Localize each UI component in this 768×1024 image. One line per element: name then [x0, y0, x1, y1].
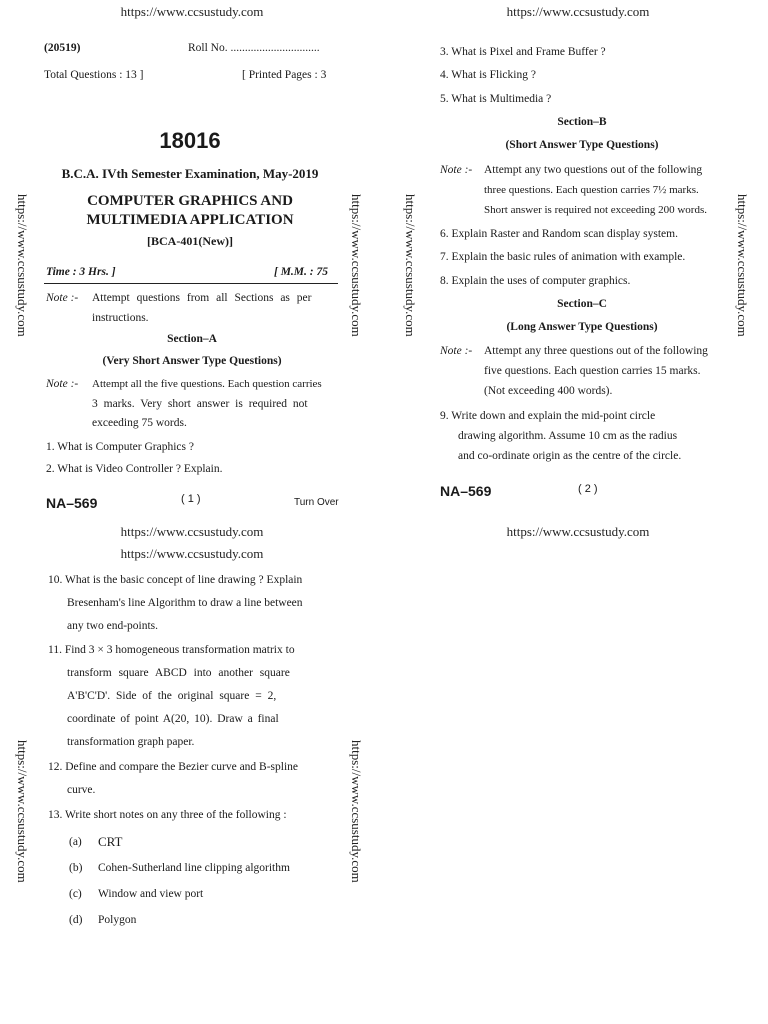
- question-12: 12. Define and compare the Bezier curve and B-spline: [48, 761, 299, 773]
- printed-pages: [ Printed Pages : 3: [242, 69, 327, 81]
- note-text: Attempt questions from all Sections as per: [92, 292, 312, 304]
- watermark-mid: https://www.ccsustudy.com: [506, 524, 650, 539]
- note-text: exceeding 75 words.: [92, 417, 187, 429]
- page-number: ( 2 ): [578, 483, 598, 495]
- question-11-cont: transform square ABCD into another square: [67, 667, 290, 679]
- subject-line-2: MULTIMEDIA APPLICATION: [86, 212, 294, 228]
- question-4: 4. What is Flicking ?: [440, 69, 536, 81]
- footer-code: NA–569: [46, 495, 98, 511]
- watermark-vertical: https://www.ccsustudy.com: [15, 740, 30, 883]
- question-9-cont: and co-ordinate origin as the centre of the circle.: [458, 450, 682, 462]
- note-text: Attempt any two questions out of the following: [484, 164, 703, 176]
- note-label: Note :-: [440, 345, 473, 357]
- item-label: (d): [69, 914, 83, 926]
- section-a-heading: Section–A: [167, 333, 217, 345]
- roll-number-field: Roll No. ...............................: [188, 42, 320, 54]
- turn-over: Turn Over: [294, 497, 339, 508]
- paper-code: (20519): [44, 42, 81, 54]
- question-13: 13. Write short notes on any three of the following :: [48, 809, 287, 821]
- item-text: CRT: [98, 834, 123, 849]
- question-7: 7. Explain the basic rules of animation with example.: [440, 251, 686, 263]
- item-text: Polygon: [98, 914, 137, 926]
- watermark-vertical: https://www.ccsustudy.com: [15, 194, 30, 337]
- question-11: 11. Find 3 × 3 homogeneous transformation matrix to: [48, 644, 295, 656]
- section-c-type: (Long Answer Type Questions): [506, 321, 658, 333]
- question-9: 9. Write down and explain the mid-point circle: [440, 410, 656, 422]
- question-3: 3. What is Pixel and Frame Buffer ?: [440, 46, 606, 58]
- question-10-cont: Bresenham's line Algorithm to draw a line between: [67, 597, 303, 609]
- item-label: (a): [69, 836, 82, 848]
- footer-code: NA–569: [440, 483, 492, 499]
- page-number: ( 1 ): [181, 493, 201, 505]
- exam-number: 18016: [159, 128, 221, 153]
- note-text: instructions.: [92, 312, 149, 324]
- question-12-cont: curve.: [67, 784, 96, 796]
- note-text: (Not exceeding 400 words).: [484, 385, 613, 397]
- section-b-type: (Short Answer Type Questions): [505, 139, 659, 151]
- note-label: Note :-: [46, 292, 79, 304]
- divider: [44, 283, 338, 284]
- note-text: five questions. Each question carries 15 marks.: [484, 365, 701, 377]
- watermark-vertical: https://www.ccsustudy.com: [403, 194, 418, 337]
- note-label: Note :-: [46, 378, 79, 390]
- section-a-type: (Very Short Answer Type Questions): [102, 355, 282, 367]
- note-text: Attempt any three questions out of the following: [484, 345, 708, 357]
- watermark-mid: https://www.ccsustudy.com: [120, 546, 264, 561]
- item-text: Cohen-Sutherland line clipping algorithm: [98, 862, 290, 874]
- course-code: [BCA-401(New)]: [147, 234, 233, 248]
- watermark-mid: https://www.ccsustudy.com: [120, 524, 264, 539]
- watermark-top-right: https://www.ccsustudy.com: [506, 4, 650, 19]
- watermark-vertical: https://www.ccsustudy.com: [349, 194, 364, 337]
- question-10-cont: any two end-points.: [67, 620, 159, 632]
- total-questions: Total Questions : 13 ]: [44, 69, 144, 81]
- max-marks: [ M.M. : 75: [274, 266, 328, 278]
- question-11-cont: coordinate of point A(20, 10). Draw a final: [67, 713, 279, 725]
- question-5: 5. What is Multimedia ?: [440, 93, 552, 105]
- question-2: 2. What is Video Controller ? Explain.: [46, 463, 223, 475]
- question-10: 10. What is the basic concept of line drawing ? Explain: [48, 574, 303, 586]
- watermark-vertical: https://www.ccsustudy.com: [349, 740, 364, 883]
- section-b-heading: Section–B: [557, 116, 607, 128]
- note-text: 3 marks. Very short answer is required not: [92, 398, 308, 410]
- item-label: (b): [69, 862, 83, 874]
- note-label: Note :-: [440, 164, 473, 176]
- question-6: 6. Explain Raster and Random scan display system.: [440, 228, 678, 240]
- time-allowed: Time : 3 Hrs. ]: [46, 266, 116, 278]
- question-11-cont: transformation graph paper.: [67, 736, 195, 748]
- question-1: 1. What is Computer Graphics ?: [46, 441, 194, 453]
- note-text: three questions. Each question carries 7½ marks.: [484, 184, 699, 196]
- watermark-vertical: https://www.ccsustudy.com: [735, 194, 750, 337]
- note-text: Attempt all the five questions. Each question carries: [92, 378, 322, 390]
- item-text: Window and view port: [98, 888, 204, 900]
- question-8: 8. Explain the uses of computer graphics.: [440, 275, 631, 287]
- note-text: Short answer is required not exceeding 200 words.: [484, 204, 708, 216]
- section-c-heading: Section–C: [557, 298, 607, 310]
- question-11-cont: A'B'C'D'. Side of the original square = 2,: [67, 690, 277, 702]
- exam-title: B.C.A. IVth Semester Examination, May-2019: [61, 166, 319, 181]
- subject-line-1: COMPUTER GRAPHICS AND: [87, 193, 293, 209]
- item-label: (c): [69, 888, 82, 900]
- watermark-top-left: https://www.ccsustudy.com: [120, 4, 264, 19]
- question-9-cont: drawing algorithm. Assume 10 cm as the radius: [458, 430, 678, 442]
